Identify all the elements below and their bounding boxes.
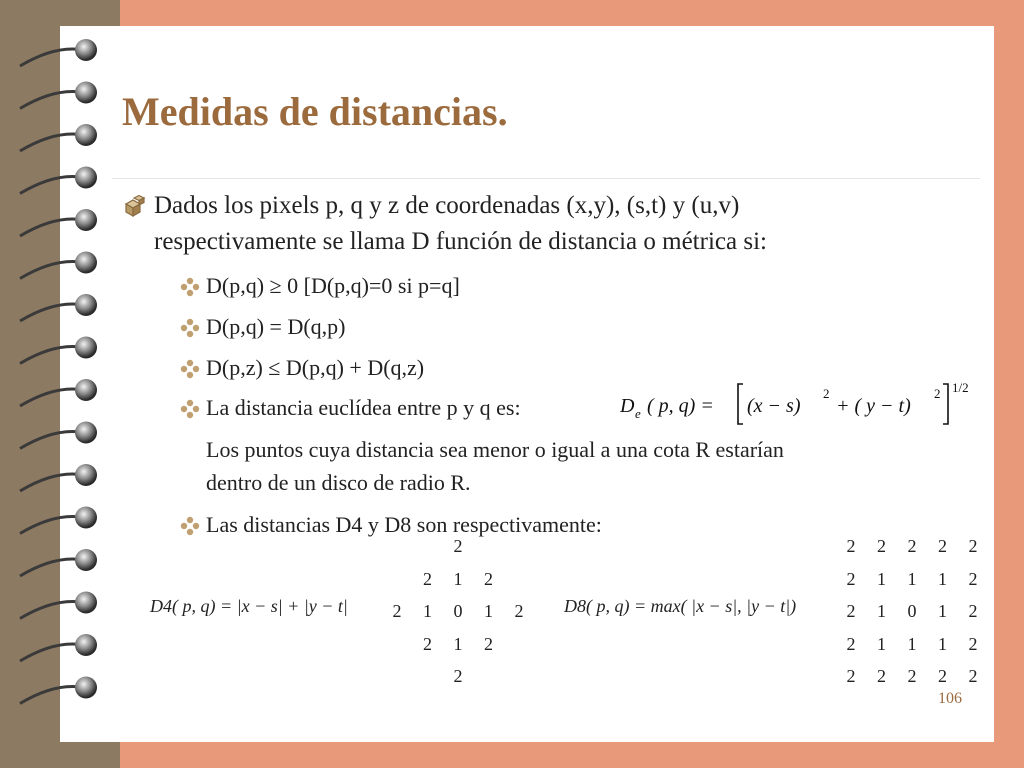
d8-grid-cell: 1: [938, 568, 947, 589]
d4-d8-intro: Las distancias D4 y D8 son respectivamente:: [206, 512, 602, 537]
diamond-icon: [180, 318, 200, 338]
spiral-wire: [20, 389, 84, 406]
page-title: Medidas de distancias.: [122, 89, 508, 134]
formula-lhs-sub: e: [635, 406, 641, 421]
formula-args: ( p, q) =: [647, 395, 714, 417]
d8-grid-cell: 1: [907, 568, 917, 589]
d8-grid-cell: 2: [846, 633, 856, 654]
d4-grid-cell: 1: [484, 601, 493, 621]
cube-stack-icon: [123, 194, 147, 218]
spiral-wire: [20, 686, 84, 703]
d4-grid-cell: 2: [423, 633, 432, 654]
d8-grid-cell: 1: [877, 568, 886, 589]
d8-grid-cell: 2: [938, 666, 947, 686]
formula-term1: (x − s): [747, 395, 801, 417]
spiral-wire: [20, 644, 84, 661]
title-divider: [112, 178, 980, 179]
d8-grid-cell: 2: [938, 536, 947, 556]
d8-grid-cell: 2: [907, 536, 917, 556]
d8-grid-cell: 1: [877, 601, 886, 621]
spiral-ring: [75, 294, 97, 316]
disk-paragraph-line1: Los puntos cuya distancia sea menor o igual a una cota R estarían: [206, 437, 784, 462]
spiral-wire: [20, 304, 84, 321]
d4-grid-cell: 2: [423, 568, 432, 589]
spiral-ring: [75, 39, 97, 61]
disk-paragraph-line2: dentro de un disco de radio R.: [206, 470, 471, 495]
spiral-wire: [20, 601, 84, 618]
formula-exponent: 1/2: [952, 380, 969, 395]
diamond-icon: [180, 399, 200, 419]
spiral-ring: [75, 167, 97, 189]
d4-grid-cell: 2: [484, 568, 493, 589]
formula-lhs: D: [620, 395, 635, 417]
spiral-ring: [75, 379, 97, 401]
spiral-ring: [75, 209, 97, 231]
spiral-wire: [20, 516, 84, 533]
formula-square1: 2: [823, 386, 830, 401]
formula-term2: + ( y − t): [836, 395, 911, 417]
d8-grid-cell: 2: [846, 601, 856, 621]
spiral-wire: [20, 176, 84, 193]
d4-grid-cell: 1: [453, 633, 463, 654]
spiral-wire: [20, 559, 84, 576]
spiral-binding: [0, 30, 110, 750]
spiral-wire: [20, 346, 84, 363]
spiral-wire: [20, 91, 84, 108]
d4-grid-cell: 1: [453, 568, 463, 589]
diamond-icon: [180, 359, 200, 379]
d8-grid-cell: 1: [907, 633, 917, 654]
spiral-ring: [75, 337, 97, 359]
spiral-ring: [75, 549, 97, 571]
euclidean-intro: La distancia euclídea entre p y q es:: [206, 395, 521, 420]
d8-grid-cell: 2: [968, 601, 978, 621]
property-nonnegative: D(p,q) ≥ 0 [D(p,q)=0 si p=q]: [206, 273, 460, 298]
d8-grid-cell: 2: [907, 666, 917, 686]
spiral-ring: [75, 464, 97, 486]
d8-grid-cell: 2: [968, 536, 978, 556]
spiral-ring: [75, 507, 97, 529]
d4-grid-cell: 1: [423, 601, 432, 621]
d4-grid-cell: 2: [453, 666, 463, 686]
spiral-ring: [75, 422, 97, 444]
spiral-wire: [20, 261, 84, 278]
d4-grid-cell: 2: [453, 536, 463, 556]
euclidean-formula: [620, 378, 980, 428]
d8-grid-cell: 2: [846, 536, 856, 556]
d8-formula: D8( p, q) = max( |x − s|, |y − t|): [564, 596, 797, 616]
d8-grid-cell: 2: [846, 568, 856, 589]
spiral-wire: [20, 49, 84, 66]
spiral-ring: [75, 677, 97, 699]
d8-grid-cell: 2: [877, 536, 886, 556]
page-number: 106: [938, 690, 962, 707]
spiral-ring: [75, 124, 97, 146]
spiral-wire: [20, 474, 84, 491]
d8-grid-cell: 0: [907, 601, 917, 621]
property-symmetric: D(p,q) = D(q,p): [206, 314, 346, 339]
bullet-text-line2: respectivamente se llama D función de distancia o métrica si:: [154, 228, 767, 255]
d8-grid-cell: 2: [968, 666, 978, 686]
d8-grid-cell: 2: [968, 633, 978, 654]
spiral-ring: [75, 634, 97, 656]
spiral-ring: [75, 82, 97, 104]
diamond-icon: [180, 277, 200, 297]
d8-grid-cell: 2: [968, 568, 978, 589]
d8-grid-cell: 2: [877, 666, 886, 686]
d4-formula: D4( p, q) = |x − s| + |y − t|: [150, 596, 348, 616]
spiral-ring: [75, 252, 97, 274]
d8-grid-cell: 1: [938, 633, 947, 654]
spiral-wire: [20, 219, 84, 236]
bullet-text-line1: Dados los pixels p, q y z de coordenadas (x,y), (s,t) y (u,v): [154, 192, 740, 219]
formula-square2: 2: [934, 386, 941, 401]
spiral-wire: [20, 134, 84, 151]
d8-grid-cell: 1: [877, 633, 886, 654]
d8-grid-cell: 2: [846, 666, 856, 686]
d4-grid-cell: 2: [484, 633, 493, 654]
d4-grid-cell: 2: [392, 601, 402, 621]
spiral-ring: [75, 592, 97, 614]
spiral-wire: [20, 431, 84, 448]
d4-grid-cell: 2: [514, 601, 524, 621]
property-triangle: D(p,z) ≤ D(p,q) + D(q,z): [206, 355, 425, 380]
d4-grid-cell: 0: [453, 601, 463, 621]
diamond-icon: [180, 516, 200, 536]
d8-grid-cell: 1: [938, 601, 947, 621]
